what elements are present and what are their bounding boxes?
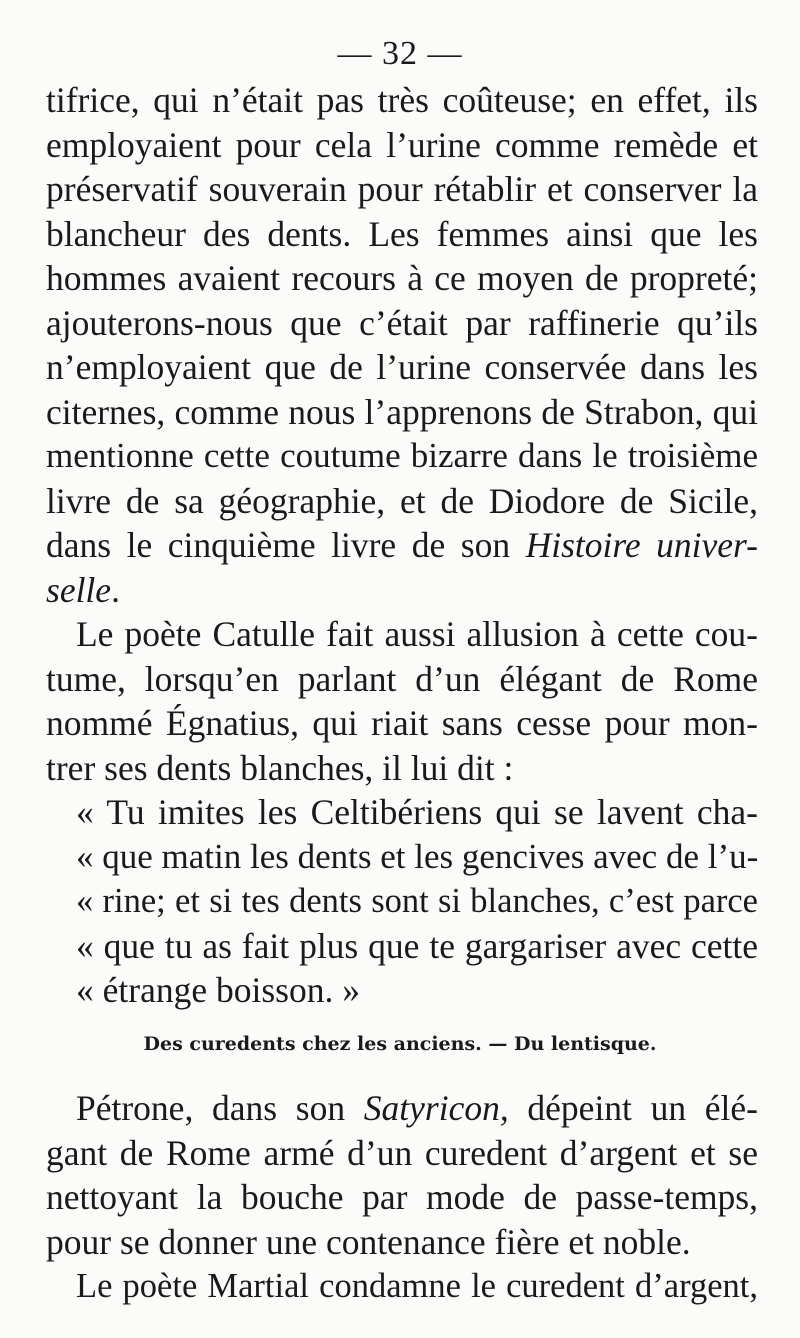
italic-title: Histoire univer- <box>525 525 758 565</box>
text-line: nettoyant la bouche par mode de passe-temps, <box>46 1177 758 1217</box>
text-line: préservatif souverain pour rétablir et conserver la <box>46 169 758 209</box>
text-block-main <box>46 78 758 1013</box>
text-block-section <box>46 1086 758 1309</box>
text-line: Le poète Martial condamne le curedent d’argent, <box>76 1267 758 1305</box>
text-line: pour se donner une contenance fière et noble. <box>46 1221 691 1262</box>
text-line: trer ses dents blanches, il lui dit : <box>46 747 514 788</box>
text-line: hommes avaient recours à ce moyen de propreté; <box>46 258 758 298</box>
italic-title: Satyricon, <box>363 1088 509 1128</box>
page-number: — 32 — <box>337 35 463 72</box>
text-line: employaient pour cela l’urine comme remède et <box>46 124 758 165</box>
quote-line: « que matin les dents et les gencives avec de l’u- <box>76 836 759 876</box>
text-line: blancheur des dents. Les femmes ainsi que les <box>46 213 758 254</box>
text-line: tifrice, qui n’était pas très coûteuse; en effet, ils <box>46 80 758 120</box>
text-line: ajouterons-nous que c’était par raffinerie qu’ils <box>46 302 758 343</box>
quote-line: « étrange boisson. » <box>76 970 360 1010</box>
text-line: gant de Rome armé d’un curedent d’argent et se <box>46 1132 758 1173</box>
text-line: livre de sa géographie, et de Diodore de Sicile, <box>46 480 758 521</box>
text-line: tume, lorsqu’en parlant d’un élégant de Rome <box>46 658 758 699</box>
text-line: selle. <box>46 569 120 610</box>
text-line: nommé Égnatius, qui riait sans cesse pour mon- <box>46 703 758 743</box>
text-line: citernes, comme nous l’apprenons de Strabon, qui <box>46 391 758 432</box>
quote-line: « que tu as fait plus que te gargariser avec cette <box>76 925 758 966</box>
quote-line: « rine; et si tes dents sont si blanches, c’est parce <box>76 882 758 920</box>
italic-title: selle <box>46 569 112 610</box>
text-line: n’employaient que de l’urine conservée dans les <box>46 347 758 387</box>
text-line: Pétrone, dans son Satyricon, dépeint un élé- <box>76 1088 758 1128</box>
quote-line: « Tu imites les Celtibériens qui se lavent cha- <box>76 792 758 832</box>
text-line: Le poète Catulle fait aussi allusion à cette cou- <box>76 614 758 654</box>
text-line: dans le cinquième livre de son Histoire univer- <box>46 525 758 565</box>
section-heading: Des curedents chez les anciens. — Du lentisque. <box>143 1033 657 1055</box>
text-line: mentionne cette coutume bizarre dans le troisième <box>46 436 758 475</box>
